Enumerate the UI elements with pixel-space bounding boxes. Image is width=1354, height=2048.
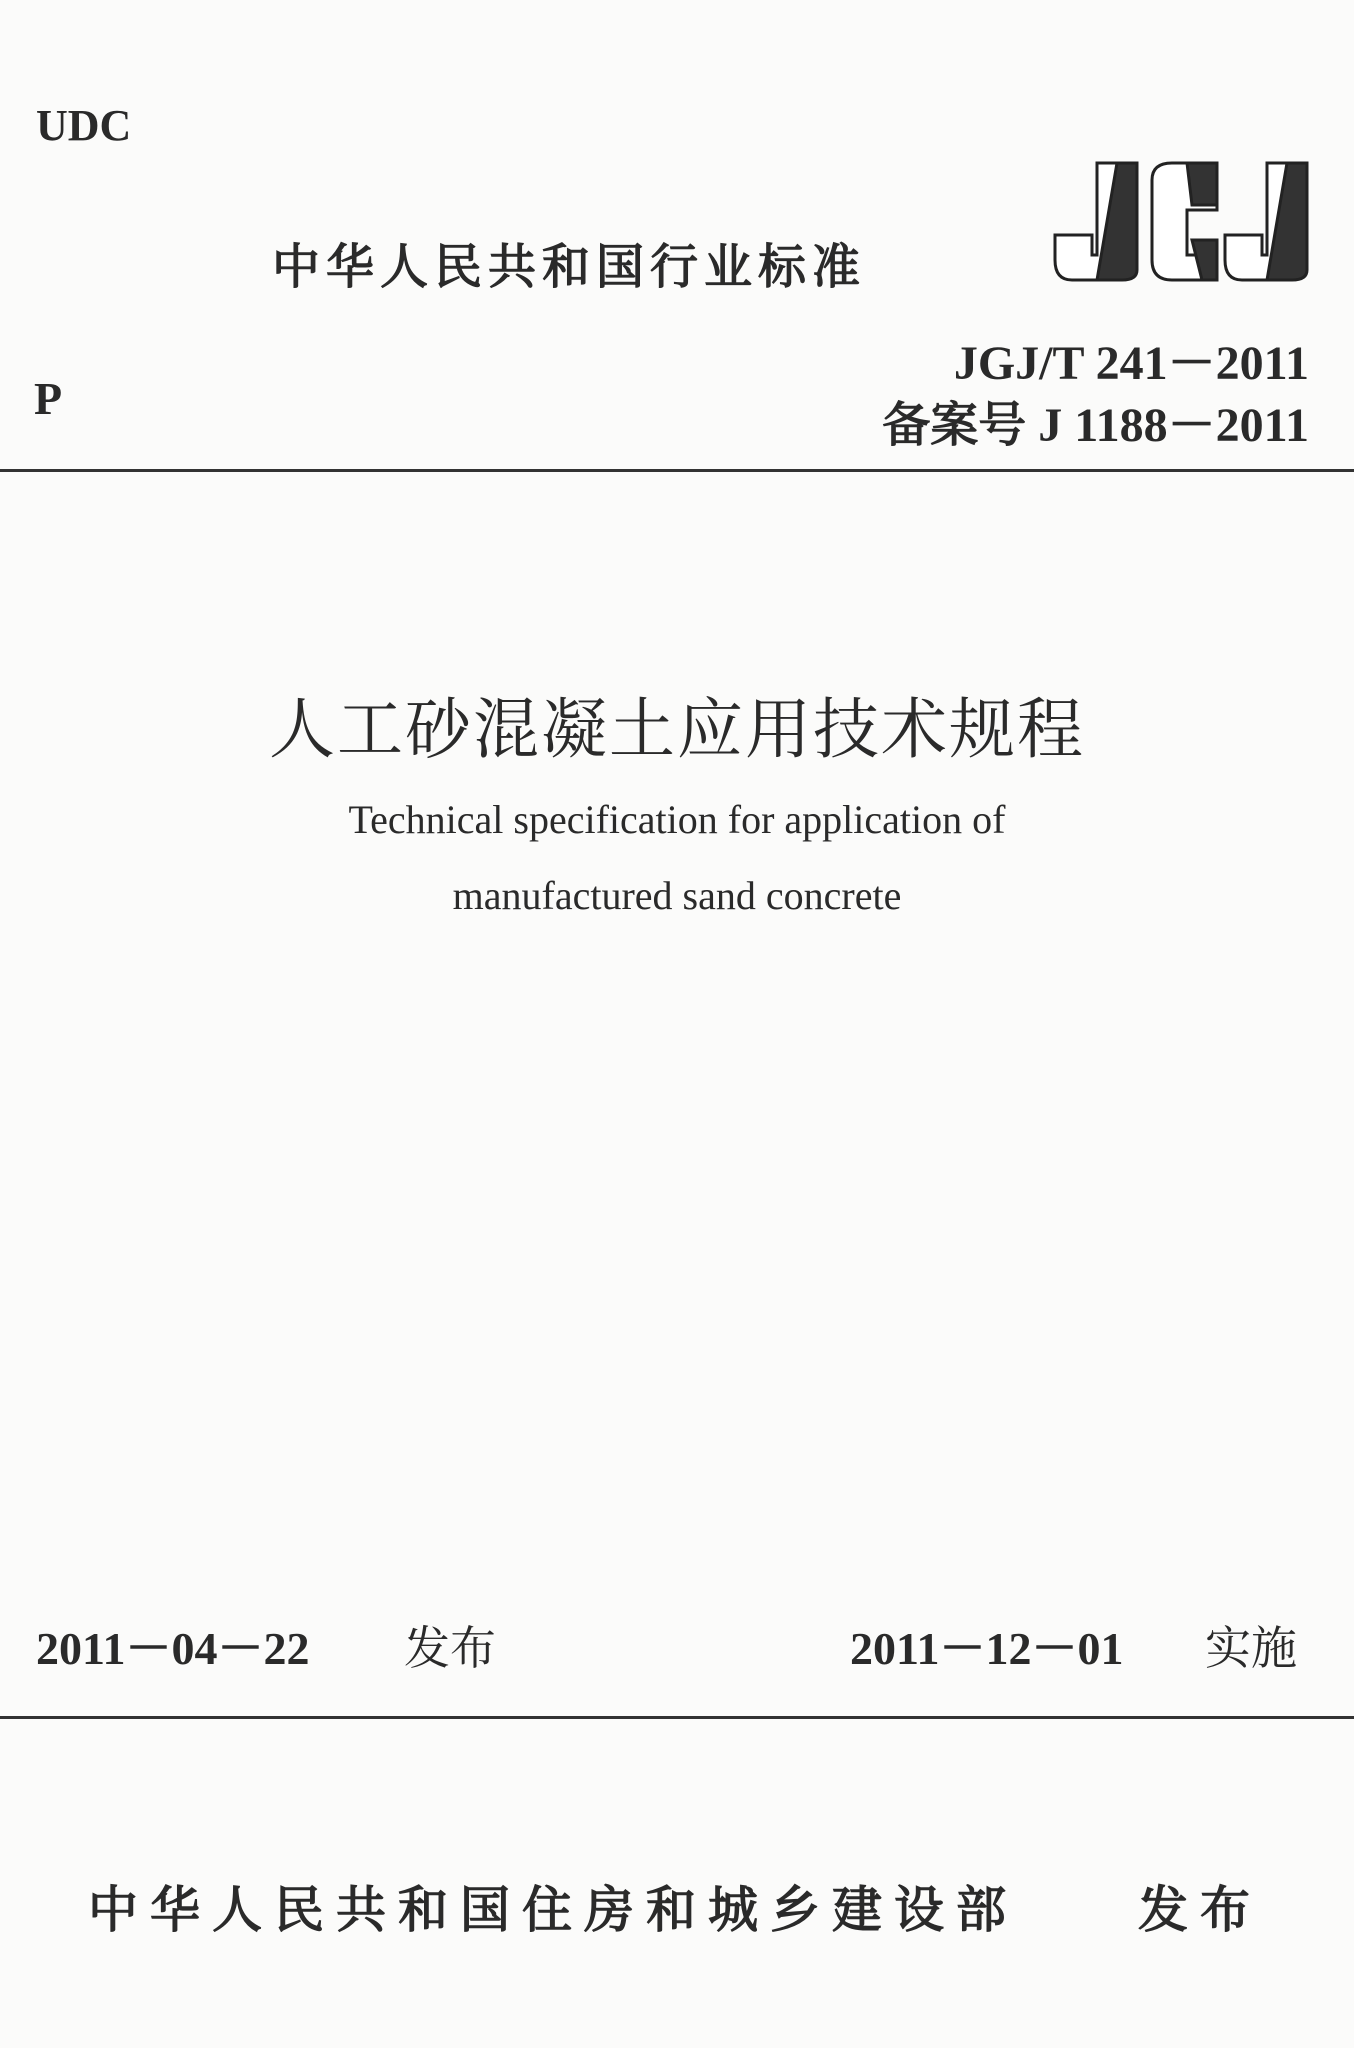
issue-date: 2011－04－22 — [36, 1623, 310, 1674]
publisher: 中华人民共和国住房和城乡建设部 — [88, 1881, 1018, 1939]
title-english-line2: manufactured sand concrete — [452, 873, 902, 918]
classification-label: P — [34, 373, 63, 424]
title-english-line1: Technical specification for application of — [348, 797, 1006, 842]
udc-label: UDC — [36, 101, 132, 150]
standard-number: JGJ/T 241－2011 — [953, 337, 1309, 390]
effective-date: 2011－12－01 — [850, 1623, 1124, 1674]
title-chinese: 人工砂混凝土应用技术规程 — [269, 691, 1085, 768]
header-title: 中华人民共和国行业标准 — [272, 239, 867, 295]
bottom-divider — [0, 1716, 1354, 1719]
issue-label: 发布 — [404, 1621, 496, 1675]
publisher-action: 发布 — [1138, 1881, 1262, 1939]
jgj-logo — [1052, 160, 1312, 285]
record-number: 备案号 J 1188－2011 — [882, 399, 1309, 452]
top-divider — [0, 469, 1354, 472]
effective-label: 实施 — [1205, 1621, 1297, 1675]
